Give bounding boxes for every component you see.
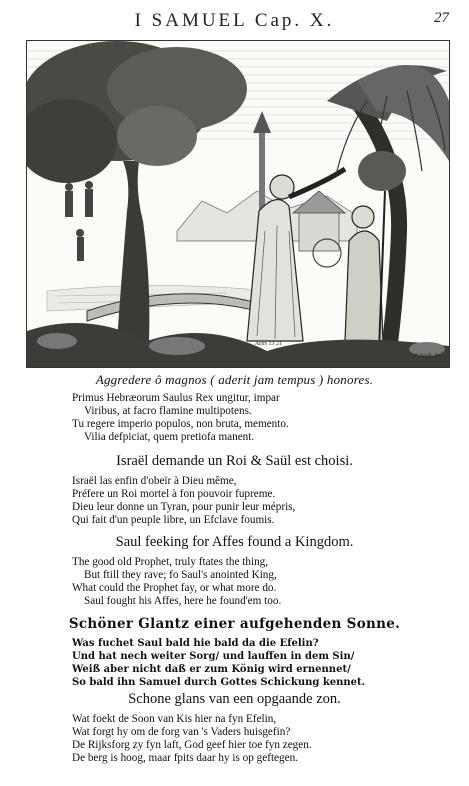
verse-line: Dieu leur donne un Tyran, pour punir leur mépris,	[72, 501, 296, 513]
running-header	[0, 8, 469, 34]
verse-line: Saul fought his Affes, here he found'em too.	[84, 595, 282, 607]
verse-line: Weiß aber nicht daß er zum König wird ernennet/	[72, 664, 351, 675]
verse-line: So bald ihn Samuel durch Gottes Schickung kennet.	[72, 677, 366, 688]
german-heading: Schöner Glantz einer aufgehenden Sonne.	[68, 616, 401, 632]
verse-line: Primus Hebræorum Saulus Rex ungitur, impar	[72, 392, 280, 404]
verse-line: Was fuchet Saul bald hie bald da die Efelin?	[72, 638, 319, 649]
german-verse	[72, 637, 432, 689]
french-verse	[72, 475, 432, 527]
verse-line: But ftill they rave; fo Saul's anointed King,	[84, 569, 277, 581]
engraving-caption: Aggredere ô magnos ( aderit jam tempus ) honores.	[95, 372, 374, 387]
english-verse	[72, 556, 432, 608]
verse-line: Vilia defpiciat, quem pretiofa manent.	[84, 431, 255, 443]
verse-line: De berg is hoog, maar fpits daar hy is op geftegen.	[72, 752, 298, 764]
plate-mark-left: Actis 13 21	[255, 341, 282, 347]
verse-line: Viribus, at facro flamine multipotens.	[84, 405, 252, 417]
french-heading: Israël demande un Roi & Saül est choisi.	[116, 453, 353, 469]
verse-line: De Rijksforg zy fyn laft, God geef hier toe fyn zegen.	[72, 739, 312, 751]
latin-verse	[72, 392, 432, 444]
running-title: I SAMUEL Cap. X.	[134, 10, 335, 31]
english-heading: Saul feeking for Affes found a Kingdom.	[115, 534, 354, 550]
verse-line: Préfere un Roi mortel à fon pouvoir fupreme.	[72, 488, 276, 500]
dutch-verse	[72, 713, 432, 765]
verse-line: Israël las enfin d'obeïr à Dieu même,	[72, 475, 237, 487]
verse-line: Wat forgt hy om de forg van 's Vaders huisgefin?	[72, 726, 291, 738]
page-number: 27	[434, 10, 449, 26]
engraving-illustration	[26, 40, 450, 368]
verse-line: Tu regere imperio populos, non bruta, memento.	[72, 418, 289, 430]
verse-line: Wat foekt de Soon van Kis hier na fyn Efelin,	[72, 713, 277, 725]
verse-line: What could the Prophet fay, or what more do.	[72, 582, 277, 594]
dutch-heading: Schone glans van een opgaande zon.	[128, 691, 341, 707]
verse-line: Qui fait d'un peuple libre, un Efclave foumis.	[72, 514, 275, 526]
verse-line: The good old Prophet, truly ftates the thing,	[72, 556, 269, 568]
plate-mark-right: J. Luyk. fec.	[414, 353, 443, 359]
verse-line: Und hat nech weiter Sorg/ und lauffen in dem Sin/	[72, 651, 355, 662]
